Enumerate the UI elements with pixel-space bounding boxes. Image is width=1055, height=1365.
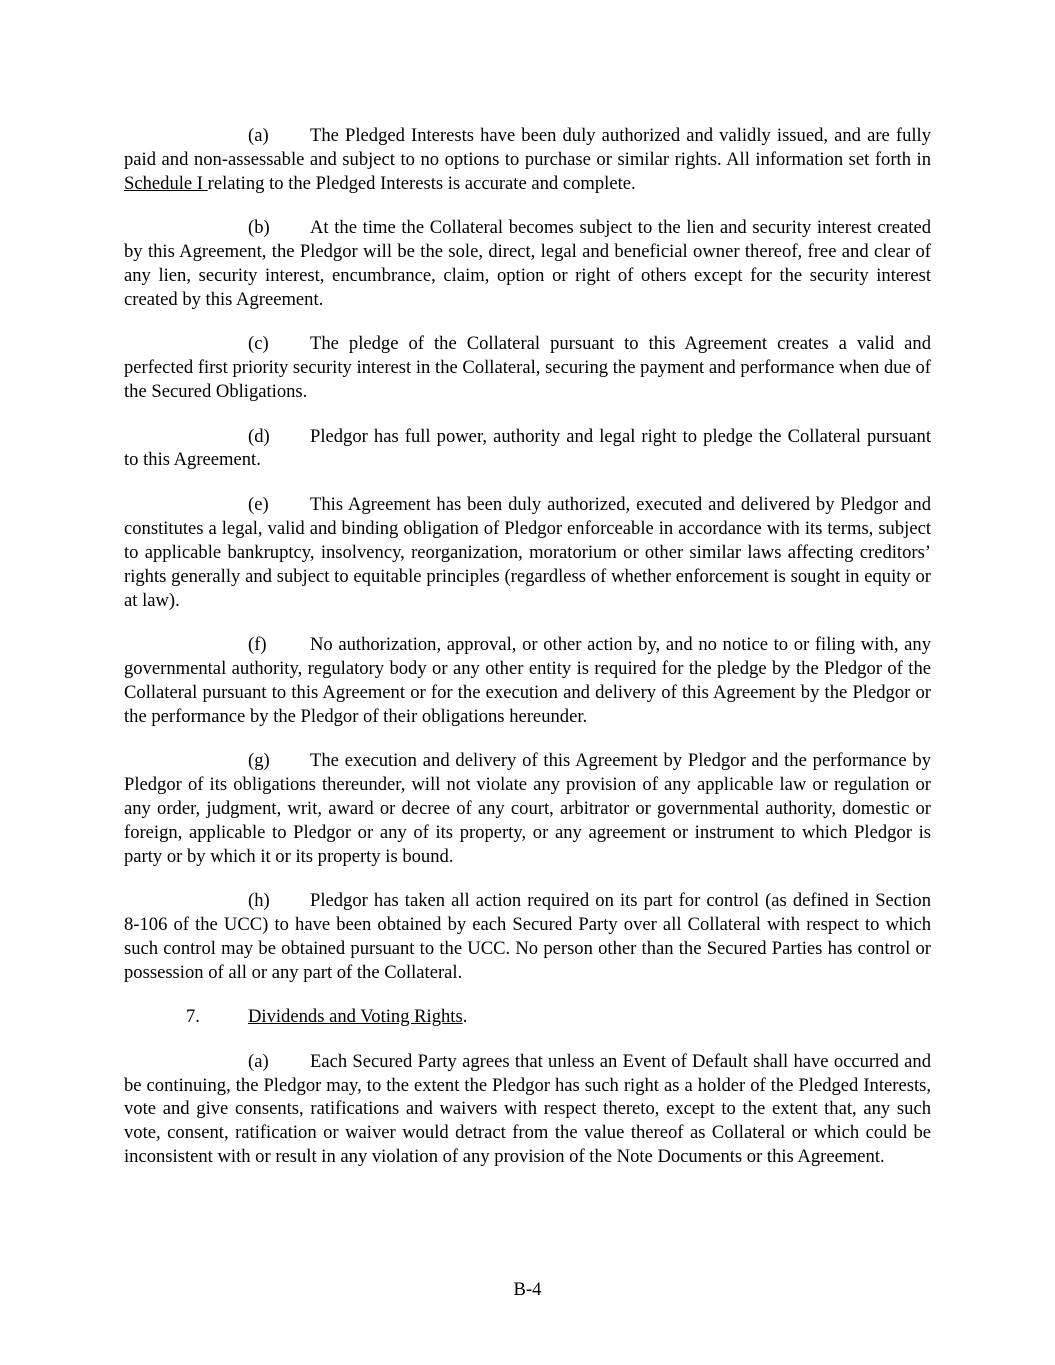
paragraph-label: (c) [248, 333, 269, 355]
section-number: 7. [186, 1006, 200, 1028]
paragraph-label: (h) [248, 890, 270, 912]
paragraph-text: The execution and delivery of this Agreement by Pledgor and the performance by Pledgor of its obligations thereunder, will not violate any provision of any applicable law or regulation or any order, judgment, writ, award or decree of any court, arbitrator or governmental authority, domestic or foreign, applicable to Pledgor or any of its property, or any agreement or instrument to which Pledgor is party or by which it or its property is bound. [124, 750, 931, 867]
paragraph-e [124, 493, 931, 613]
paragraph-label: (e) [248, 493, 269, 515]
paragraph-text: Pledgor has taken all action required on its part for control (as defined in Section 8-106 of the UCC) to have been obtained by each Secured Party over all Collateral with respect to which such control may be obtained pursuant to the UCC. No person other than the Secured Parties has control or possession of all or any part of the Collateral. [124, 890, 931, 983]
paragraph-text: The pledge of the Collateral pursuant to this Agreement creates a valid and perfected first priority security interest in the Collateral, securing the payment and performance when due of the Secured Obligations. [124, 333, 931, 403]
section-title: Dividends and Voting Rights [248, 1006, 463, 1028]
paragraph-a [124, 124, 931, 196]
paragraph-b [124, 216, 931, 312]
paragraph-g [124, 749, 931, 869]
paragraph-f [124, 633, 931, 729]
paragraph-label: (d) [248, 425, 270, 447]
schedule-reference: Schedule I [124, 172, 208, 194]
paragraph-text: relating to the Pledged Interests is accurate and complete. [207, 172, 636, 194]
paragraph-label: (a) [248, 1050, 269, 1072]
section-heading [124, 1005, 931, 1029]
paragraph-label: (g) [248, 750, 270, 772]
paragraph-text: No authorization, approval, or other action by, and no notice to or filing with, any governmental authority, regulatory body or any other entity is required for the pledge by the Pledgor of the Collateral pursuant to this Agreement or for the execution and delivery of this Agreement by the Pledgor or the performance by the Pledgor of their obligations hereunder. [124, 633, 931, 727]
section-title-suffix: . [462, 1006, 468, 1028]
paragraph-text: This Agreement has been duly authorized, executed and delivered by Pledgor and constitutes a legal, valid and binding obligation of Pledgor enforceable in accordance with its terms, subject to applicable bankruptcy, insolvency, reorganization, moratorium or other similar laws affecting creditors’ rights generally and subject to equitable principles (regardless of whether enforcement is sought in equity or at law). [124, 493, 931, 611]
document-page [124, 124, 931, 1190]
paragraph-label: (f) [248, 633, 267, 655]
paragraph-text: Pledgor has full power, authority and legal right to pledge the Collateral pursuant to this Agreement. [124, 425, 931, 471]
paragraph-d [124, 425, 931, 473]
paragraph-c [124, 332, 931, 404]
paragraph-label: (a) [248, 125, 269, 146]
paragraph-text: The Pledged Interests have been duly authorized and validly issued, and are fully paid and non-assessable and subject to no options to purchase or similar rights. All information set forth in [124, 125, 931, 170]
section7-paragraph-a [124, 1050, 931, 1170]
paragraph-label: (b) [248, 217, 270, 239]
page-number: B-4 [513, 1279, 542, 1300]
paragraph-text: At the time the Collateral becomes subject to the lien and security interest created by this Agreement, the Pledgor will be the sole, direct, legal and beneficial owner thereof, free and clear of any lien, security interest, encumbrance, claim, option or right of others except for the security interest created by this Agreement. [124, 217, 931, 310]
paragraph-text: Each Secured Party agrees that unless an Event of Default shall have occurred and be continuing, the Pledgor may, to the extent the Pledgor has such right as a holder of the Pledged Interests, vote and give consents, ratifications and waivers with respect thereto, except to the extent that, any such vote, consent, ratification or waiver would detract from the value thereof as Collateral or which could be inconsistent with or result in any violation of any provision of the Note Documents or this Agreement. [124, 1050, 931, 1168]
paragraph-h [124, 889, 931, 985]
